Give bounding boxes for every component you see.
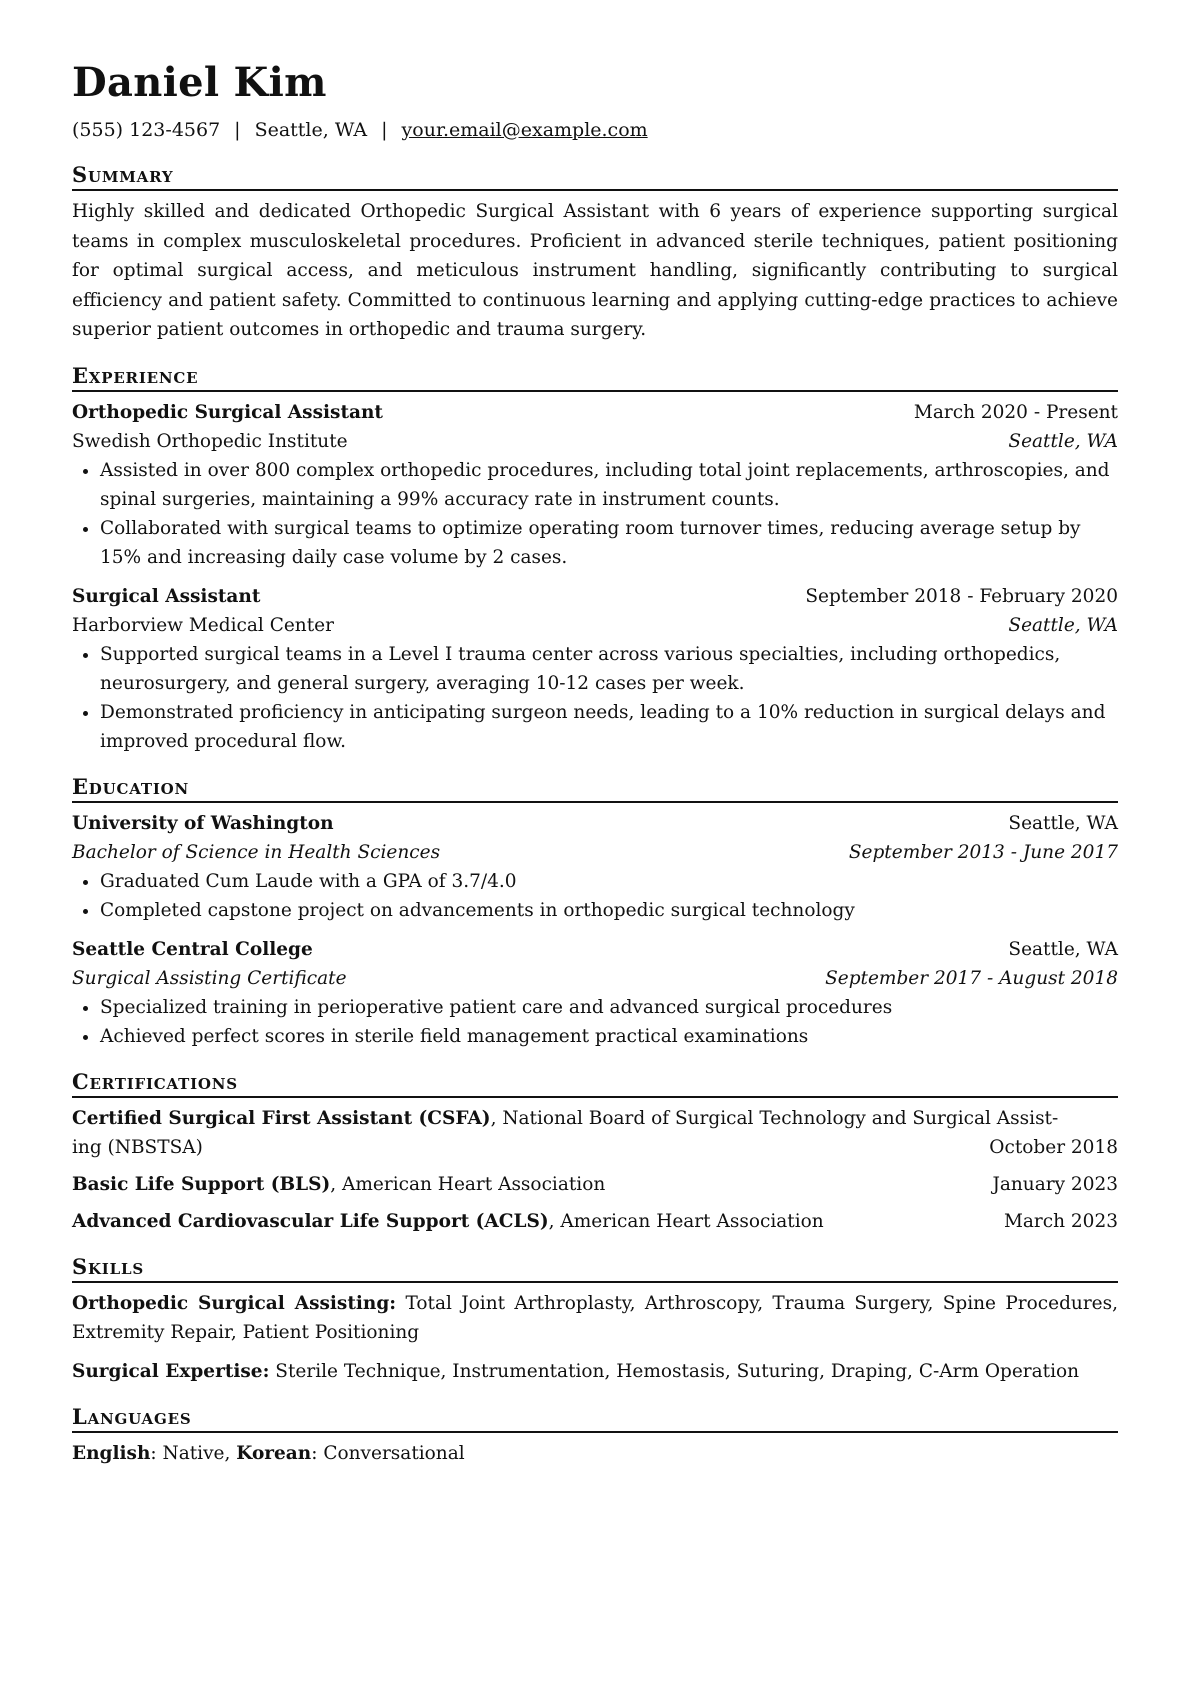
certification-date: March 2023 [1003,1210,1118,1232]
section-heading-summary: Summary [72,162,1118,191]
job-bullets [72,456,1118,572]
job-dates: March 2020 - Present [913,401,1118,423]
job-title: Surgical Assistant [72,585,261,607]
degree: Surgical Assisting Certificate [72,967,347,989]
section-heading-education: Education [72,774,1118,803]
language-level: : Native, [150,1442,237,1464]
certification-name: Certified Surgical First Assistant (CSFA) [72,1107,491,1129]
certification-name: Basic Life Support (BLS) [72,1173,331,1195]
language-name: English [72,1442,151,1464]
summary-text: Highly skilled and dedicated Orthopedic Surgical Assistant with 6 years of experience supporting surgical teams in complex musculoskeletal procedures. Proficient in advanced sterile techniques, patient positioning for optimal surgical access, and meticulous instrument handling, significantly contributing to surgical efficiency and patient safety. Committed to continuous learning and applying cutting-edge practices to achieve superior patient outcomes in orthopedic and trauma surgery. [72,201,1118,340]
certification-date: January 2023 [992,1173,1118,1195]
contact-line [72,116,1118,144]
experience-entry [72,398,1118,572]
contact-separator: | [381,119,388,141]
language-name: Korean [236,1442,312,1464]
certification-item [72,1104,1118,1162]
section-heading-languages: Languages [72,1404,1118,1433]
skill-list: Sterile Technique, Instrumentation, Hemostasis, Suturing, Draping, C-Arm Operation [269,1360,1080,1382]
candidate-name: Daniel Kim [72,59,327,106]
school-name: Seattle Central College [72,938,313,960]
school-location: Seattle, WA [1008,812,1118,834]
job-bullets [72,640,1118,756]
education-entry [72,935,1118,1051]
email-link[interactable]: your.email@example.com [401,119,648,141]
bullet-item: • Specialized training in perioperative patient care and advanced surgical procedures [100,993,1118,1022]
bullet-item: • Assisted in over 800 complex orthopedic procedures, including total joint replacements, arthroscopies, and spinal surgeries, maintaining a 99% accuracy rate in instrument counts. [100,456,1118,514]
school-location: Seattle, WA [1008,938,1118,960]
school-name: University of Washington [72,812,334,834]
education-dates: September 2017 - August 2018 [825,967,1118,989]
job-location: Seattle, WA [1008,430,1118,452]
bullet-item: • Graduated Cum Laude with a GPA of 3.7/4.0 [100,867,1118,896]
phone-number: (555) 123-4567 [72,119,221,141]
skill-group [72,1289,1118,1347]
language-level: : Conversational [311,1442,465,1464]
job-title: Orthopedic Surgical Assistant [72,401,383,423]
certification-item [72,1207,1118,1236]
degree: Bachelor of Science in Health Sciences [72,841,441,863]
certification-date: October 2018 [989,1136,1118,1158]
education-bullets [72,867,1118,925]
certification-name: Advanced Cardiovascular Life Support (ACLS) [72,1210,549,1232]
skill-group [72,1357,1118,1386]
education-dates: September 2013 - June 2017 [848,841,1118,863]
employer: Swedish Orthopedic Institute [72,430,348,452]
contact-separator: | [234,119,241,141]
education-entry [72,809,1118,925]
certification-issuer: , American Heart Association [548,1210,824,1232]
bullet-item: • Collaborated with surgical teams to optimize operating room turnover times, reducing average setup by 15% and increasing daily case volume by 2 cases. [100,514,1118,572]
section-heading-certifications: Certifications [72,1069,1118,1098]
certification-issuer: , National Board of Surgical Technology and Surgical Assist- [490,1107,1059,1129]
skill-list: Total Joint Arthroplasty, Arthroscopy, Trauma Surgery, Spine Procedures, Extremity Repair, Patient Positioning [72,1292,1118,1343]
location: Seattle, WA [254,119,368,141]
job-location: Seattle, WA [1008,614,1118,636]
experience-entry [72,582,1118,756]
education-bullets [72,993,1118,1051]
employer: Harborview Medical Center [72,614,334,636]
bullet-item: • Supported surgical teams in a Level I trauma center across various specialties, including orthopedics, neurosurgery, and general surgery, averaging 10-12 cases per week. [100,640,1118,698]
section-heading-experience: Experience [72,363,1118,392]
skill-category: Surgical Expertise: [72,1360,270,1382]
bullet-item: • Completed capstone project on advancements in orthopedic surgical technology [100,896,1118,925]
certification-issuer-continued: ing (NBSTSA) [72,1136,203,1158]
section-heading-skills: Skills [72,1254,1118,1283]
certification-issuer: , American Heart Association [330,1173,606,1195]
skill-category: Orthopedic Surgical Assisting: [72,1292,397,1314]
bullet-item: • Achieved perfect scores in sterile field management practical examinations [100,1022,1118,1051]
job-dates: September 2018 - February 2020 [805,585,1118,607]
certification-item [72,1170,1118,1199]
bullet-item: • Demonstrated proficiency in anticipating surgeon needs, leading to a 10% reduction in surgical delays and improved procedural flow. [100,698,1118,756]
languages-line [72,1439,1118,1468]
